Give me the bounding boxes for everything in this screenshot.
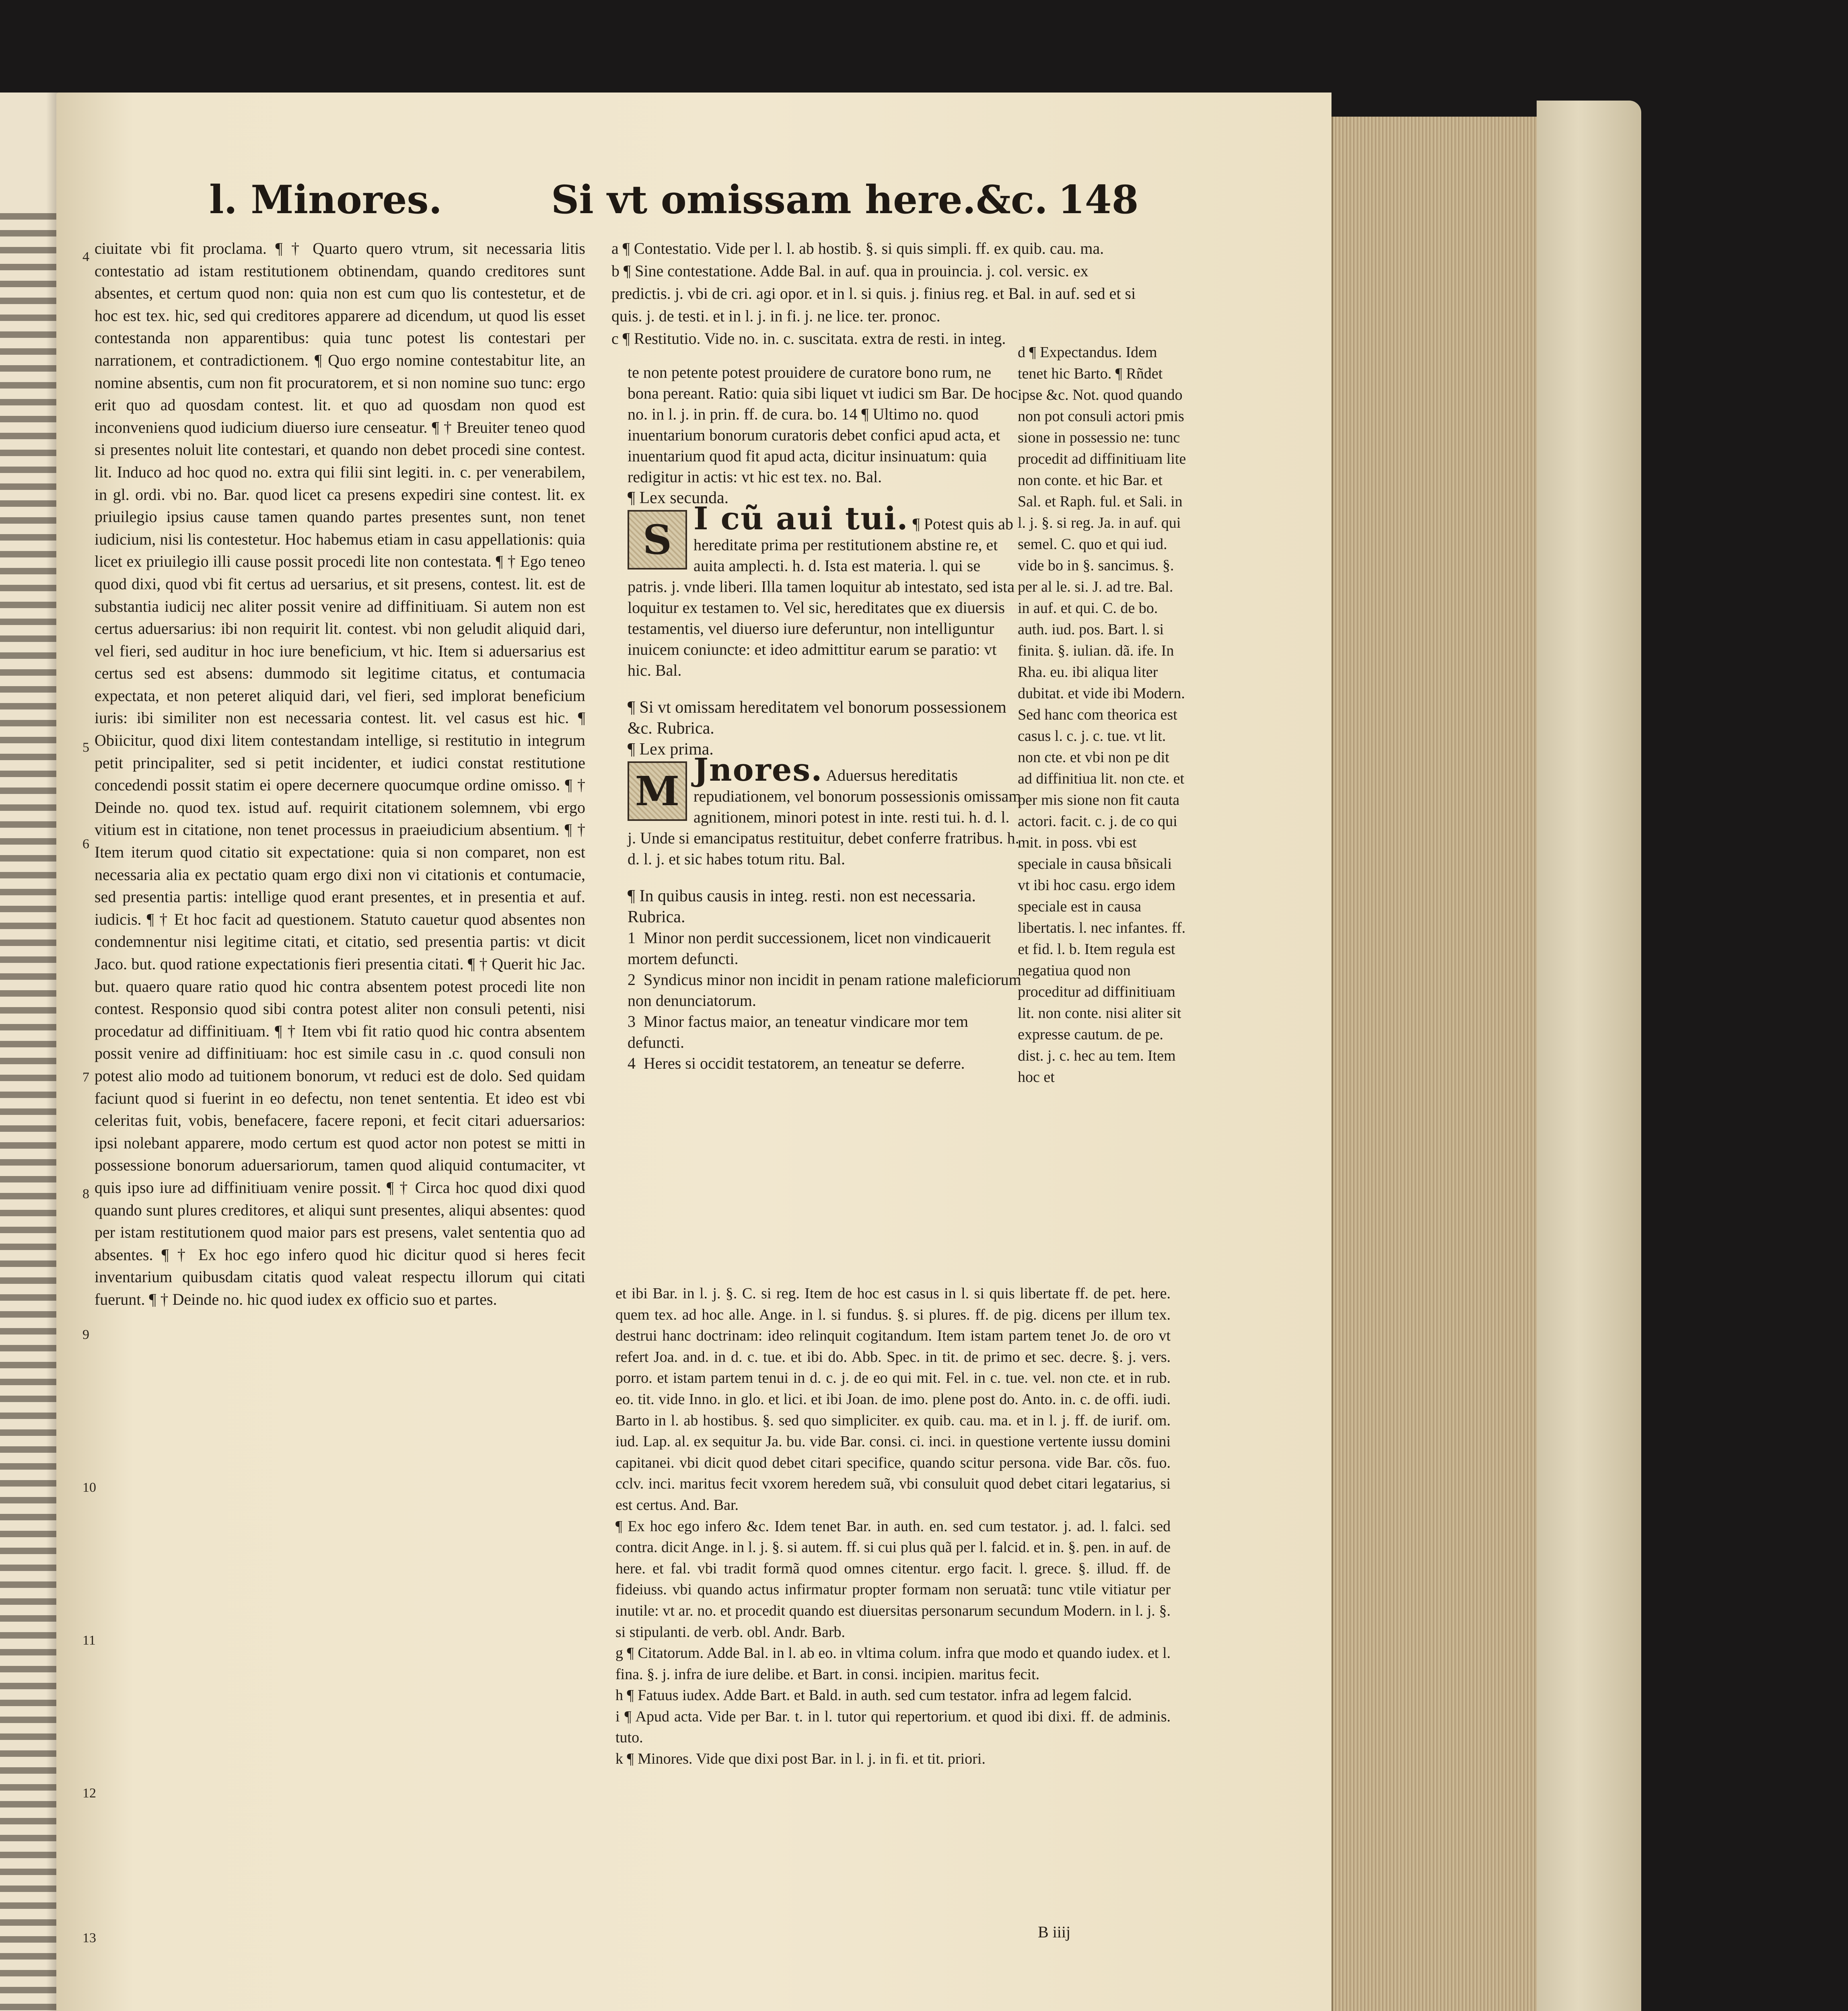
signature-mark: B iiij: [1038, 1923, 1071, 1941]
summary-number: 1: [628, 929, 636, 947]
glosses-top: [611, 237, 1138, 358]
gloss-text: ¶ Citatorum. Adde Bal. in l. ab eo. in vltima colum. infra que modo et quando iudex. et l. fina. §. j. infra de iure delibe. et Bart. in consi. incipien. maritus fecit.: [615, 1645, 1171, 1683]
gloss-letter: d: [1018, 344, 1025, 361]
summary-number: 4: [628, 1054, 636, 1072]
lex-secunda-block: [628, 500, 1022, 681]
gloss-text: ¶ Contestatio. Vide per l. l. ab hostib. §. si quis simpli. ff. ex quib. cau. ma.: [622, 239, 1104, 257]
folio-number: 148: [1058, 177, 1139, 222]
lex-prima-block: [628, 752, 1022, 870]
gloss-d: [1018, 342, 1187, 1088]
summary-item: [628, 969, 1022, 1011]
margin-number: 8: [82, 1186, 89, 1201]
decorated-initial-m: M: [628, 761, 687, 821]
page-edges: [1331, 117, 1538, 2011]
margin-number: 7: [82, 1070, 89, 1085]
summary-item-text: Syndicus minor non incidit in penam ratione maleficiorum non denunciatorum.: [628, 971, 1021, 1010]
margin-number: 5: [82, 740, 89, 755]
text-column-middle: [628, 362, 1022, 1074]
summary-item-text: Heres si occidit testatorem, an teneatur se deferre.: [644, 1054, 965, 1072]
gloss-letter: c: [611, 329, 619, 348]
gloss-text: ¶ Ex hoc ego infero &c. Idem tenet Bar. in auth. en. sed cum testator. j. ad. l. falci. sed contra. dicit Ange. in l. j. §. si autem. ff. si cui plus quã per l. falcid. et in. §. pen. in auf. de here. et fal. vbi tradit formã quod omnes citentur. ergo facit. l. grece. §. illud. ff. de fideiuss. vbi quando actus infirmatur propter formam non seruatã: tunc vtile vitiatur per inutile: vt ar. no. et procedit quando est diuersitas personarum secundum Modern. in l. j. §. si stipulanti. de verb. obl. Andr. Barb.: [615, 1518, 1171, 1641]
summary-number: 2: [628, 971, 636, 989]
book-cover: [1537, 101, 1641, 2011]
gloss-h: [615, 1685, 1171, 1706]
gloss-text: ¶ Expectandus. Idem tenet hic Barto. ¶ Rñdet ipse &c. Not. quod quando non pot consuli actori pmis sione in possessio ne: tunc procedit ad diffinitiuam lite non conte. et hic Bar. et Sal. et Raph. ful. et Sali. in l. j. §. si reg. Ja. in auf. qui semel. C. quo et qui iud. vide bo in §. sancimus. §. per al le. si. J. ad tre. Bal. in auf. et qui. C. de bo. auth. iud. pos. Bart. l. si finita. §. iulian. dã. ife. In Rha. eu. ibi aliqua liter dubitat. et vide ibi Modern. Sed hanc com theorica est casus l. c. j. c. tue. vt lit. non cte. et vbi non pe dit ad diffinitiua lit. non cte. et per mis sione non fit cauta actori. facit. c. j. de co qui mit. in poss. vbi est speciale in causa bñsicali vt ibi hoc casu. ergo idem speciale est in causa libertatis. l. nec infantes. ff. et fid. l. b. Item regula est negatiua quod non proceditur ad diffinitiuam lit. non conte. nisi aliter sit expresse cautum. de pe. dist. j. c. hec au tem. Item hoc et: [1018, 344, 1186, 1086]
lex-prima-heading: ¶ Lex prima.: [628, 740, 714, 759]
lemma-minores: Jnores.: [694, 752, 823, 788]
margin-number: 11: [82, 1633, 96, 1648]
gloss-text: ¶ Restitutio. Vide no. in. c. suscitata. extra de resti. in integ.: [622, 329, 1006, 348]
summary-item: [628, 927, 1022, 969]
summary-text: Aduersus hereditatis repudiationem, vel bonorum possessionis omissam agnitionem, minori potest in inte. resti tui. h. d. l. j. Unde si emancipatus restituitur, debet conferre fratribus. h. d. l. j. et sic habes totum ritu. Bal.: [628, 766, 1021, 868]
gloss-continuation: et ibi Bar. in l. j. §. C. si reg. Item de hoc est casus in l. si quis libertate ff. de pet. here. quem tex. ad hoc alle. Ange. in l. si fundus. §. si plures. ff. de pig. dicens per illum tex. destrui hanc doctrinam: ideo relinquit cogitandum. Item istam partem tenet Jo. de oro vt refert Joa. and. in d. c. tue. et ibi do. Abb. Spec. in tit. de primo et sec. decre. §. j. vers. porro. et istam partem tenui in d. c. j. de eo qui mit. Fel. in c. tue. vel. non cte. et in rub. eo. tit. vide Inno. in glo. et lici. et ibi Joan. de imo. plene post do. Anto. in. c. de offi. iudi. Barto in l. ab hostibus. §. sed quo simpliciter. ex quib. cau. ma. et in l. j. ff. de iurif. om. iud. Lap. al. ex sequitur Ja. bu. vide Bar. consi. ci. inci. in questione vertente iussu domini capitanei. vbi dicit quod debet citari specifice, quando scitur persona. vide Bar. cõs. fuo. cclv. inci. maritus fecit vxorem heredem suã, vbi consuluit quod debet citari legatarius, si est certus. And. Bar.: [615, 1285, 1171, 1513]
margin-number: 6: [82, 837, 89, 851]
running-head-center: Si vt omissam here.&c.: [551, 177, 1048, 222]
commentary-continuation: te non petente potest prouidere de curatore bono rum, ne bona pereant. Ratio: quia sibi liquet vt iudici sm Bar. De hoc no. in l. j. in prin. ff. de cura. bo. 14 ¶ Ultimo no. quod inuentarium bonorum curatoris debet confici apud acta, et inuentarium quod fit apud acta, dicitur insinuatum: quia redigitur in actis: vt hic est tex. no. Bal.: [628, 363, 1018, 486]
gloss-text: ¶ Apud acta. Vide per Bar. t. in l. tutor qui repertorium. et quod ibi dixi. ff. de adminis. tuto.: [615, 1708, 1171, 1746]
gloss-letter: b: [611, 262, 619, 280]
gloss-letter: i: [615, 1708, 620, 1725]
summary-text: ¶ Potest quis ab hereditate prima per restitutionem abstine re, et auita amplecti. h. d. Ista est materia. l. qui se patris. j. vnde liberi. Illa tamen loquitur ab intestato, sed ista loquitur ex testamen to. Vel sic, hereditates que ex diuersis testamentis, vel diuerso iure deferuntur, non intelliguntur inuicem coniuncte: et ideo admittitur earum se paratio: vt hic. Bal.: [628, 515, 1015, 679]
decorated-initial-s: S: [628, 510, 687, 570]
gloss-column-right: [1018, 342, 1187, 1247]
summary-item: [628, 1011, 1022, 1053]
summaria-list: [628, 927, 1022, 1074]
lemma-si-cum: I cũ aui tui.: [694, 500, 909, 537]
margin-number: 4: [82, 249, 89, 264]
summary-item: [628, 1053, 1022, 1074]
commentary-text: ciuitate vbi fit proclama. ¶ † Quarto quero vtrum, sit necessaria litis contestatio ad istam restitutionem obtinendam, quando creditores sunt absentes, et certum quod non: quia non est cum quo lis contestetur, et de hoc est tex. hic, sed qui creditores apparere ad dicendum, ut quod lis esset contestanda non apparentibus: quia tunc potest lis contestari per narrationem, et contradictionem. ¶ Quo ergo nomine contestabitur lite, an nomine absentis, cum non fit procuratorem, et si non nomine suo tunc: ergo erit quo ad quosdam contest. lit. et quo ad quosdam non quod est inconveniens quod iudicium diuerso iure censeatur. ¶ † Breuiter teneo quod si presentes noluit lite contestari, et quando non debet procedi sine contest. lit. Induco ad hoc quod no. extra qui filii sint legiti. in. c. per venerabilem, in gl. ordi. vbi no. Bar. quod licet ca presens expediri sine contest. lit. ex priuilegio ipsius cause tamen quando partes presentes sunt, non tenet iudicium, nisi lis contestetur. Hoc habemus etiam in casu appellationis: quia licet ex priuilegio illi cause possit procedi lite non contestata. ¶ † Ego teneo quod dixi, quod vbi fit certus ad uersarius, et sit presens, contest. lit. est de substantia iudicij nec aliter possit venire ad diffinitiuam. Si autem non est certus aduersarius: ibi non requirit lit. contest. vbi non geludit aliquid dari, vel fieri, sed auditur in hoc iure beneficium, vt hic. Item si aduersarius est certus sed est absens: dummodo sit legitime citatus, et contumacia expectata, et non peteret aliquid dari, vel fieri, sed implorat beneficium iuris: ibi similiter non est necessaria contest. lit. vel casus est hic. ¶ Obiicitur, quod dixi litem contestandam intellige, si restitutio in integrum petit principaliter, sed si petit incidenter, et iudici constat restitutione concedendi possit statim ei opere decernere quocumque ordine omisso. ¶ † Deinde no. quod tex. istud auf. requirit citationem solemnem, vbi ergo vitium est in citatione, non tenet processus in praeiudicium absentium. ¶ † Item iterum quod citatio sit expectatione: quia si non comparet, non est necessaria alia ex pectatio quam ergo dixi non vi citationis et contumacie, sed presentia partis: intellige quod erant presentes, et in presentia et auf. iudicis. ¶ † Et hoc facit ad questionem. Statuto cauetur quod absentes non condemnentur nisi legitime citati, et citatio, sed presentia partis: vt dicit Jaco. but. quod ratione expectationis fieri presentia citati. ¶ † Querit hic Jac. but. quaero quare ratio quod hic contra absentem potest procedi lite non contest. Responsio quod sibi contra potest aliter non consuli petenti, nisi procedatur ad diffinitiuam. ¶ † Item vbi fit ratio quod hic contra absentem possit venire ad diffinitiuam: hoc est simile casu in .c. quod consuli non potest alio modo ad tuitionem bonorum, vt reduci est de dolo. Sed quidam faciunt quod si fuerint in eo defectu, non tenet sententia. Et ideo est vbi celeritas fuit, vobis, benefacere, facere reponi, et fecit citari aduersarios: ipsi nolebant apparere, modo certum est quod actor non potest se mitti in possessione bonorum aduersariorum, tamen quod aliquid contumaciter, vt quis ipso iure ad diffinitiuam venire possit. ¶ † Circa hoc quod dixi quod quando sunt plures creditores, et aliqui sunt presentes, aliqui absentes: quod per istam restitutionem quod maior pars est presens, valet sententia quo ad absentes. ¶ † Ex hoc ego infero quod hic dicitur quod si heres fecit inventarium quibusdam citatis quod valeat respectu illorum qui citati fuerunt. ¶ † Deinde no. hic quod iudex ex officio suo et partes.: [95, 239, 585, 1308]
summary-item-text: Minor factus maior, an teneatur vindicare mor tem defuncti.: [628, 1012, 968, 1051]
margin-number: 12: [82, 1786, 96, 1801]
gloss-letter: h: [615, 1687, 623, 1704]
gloss-letter: a: [611, 239, 619, 257]
gloss-text: ¶ Fatuus iudex. Adde Bart. et Bald. in auth. sed cum testator. infra ad legem falcid.: [627, 1687, 1132, 1704]
margin-number: 10: [82, 1480, 96, 1495]
gloss-b: [611, 260, 1138, 327]
running-head-left: l. Minores.: [209, 177, 442, 222]
margin-number: 9: [82, 1327, 89, 1342]
gloss-text: ¶ Sine contestatione. Adde Bal. in auf. qua in prouincia. j. col. versic. ex predictis. j. vbi de cri. agi opor. et in l. si quis. j. finius reg. et Bal. in auf. sed et si quis. j. de testi. et in l. j. in fi. j. ne lice. ter. pronoc.: [611, 262, 1136, 325]
summary-number: 3: [628, 1012, 636, 1030]
gloss-text: ¶ Minores. Vide que dixi post Bar. in l. j. in fi. et tit. priori.: [627, 1750, 986, 1768]
margin-number: 13: [82, 1931, 96, 1945]
lex-secunda-heading: ¶ Lex secunda.: [628, 489, 729, 507]
gloss-k: [615, 1748, 1171, 1770]
summary-item-text: Minor non perdit successionem, licet non vindicauerit mortem defuncti.: [628, 929, 991, 968]
rubric-2: ¶ In quibus causis in integ. resti. non est necessaria. Rubrica.: [628, 887, 976, 926]
gloss-a: [611, 237, 1138, 260]
gloss-letter: k: [615, 1750, 623, 1768]
glosses-bottom: [615, 1283, 1171, 1910]
gloss-f: [615, 1516, 1171, 1643]
gloss-letter: g: [615, 1645, 623, 1662]
rubric-title: ¶ Si vt omissam hereditatem vel bonorum possessionem &c. Rubrica.: [628, 698, 1006, 738]
gloss-i: [615, 1706, 1171, 1748]
commentary-column-left: [95, 237, 585, 2011]
gloss-g: [615, 1643, 1171, 1685]
